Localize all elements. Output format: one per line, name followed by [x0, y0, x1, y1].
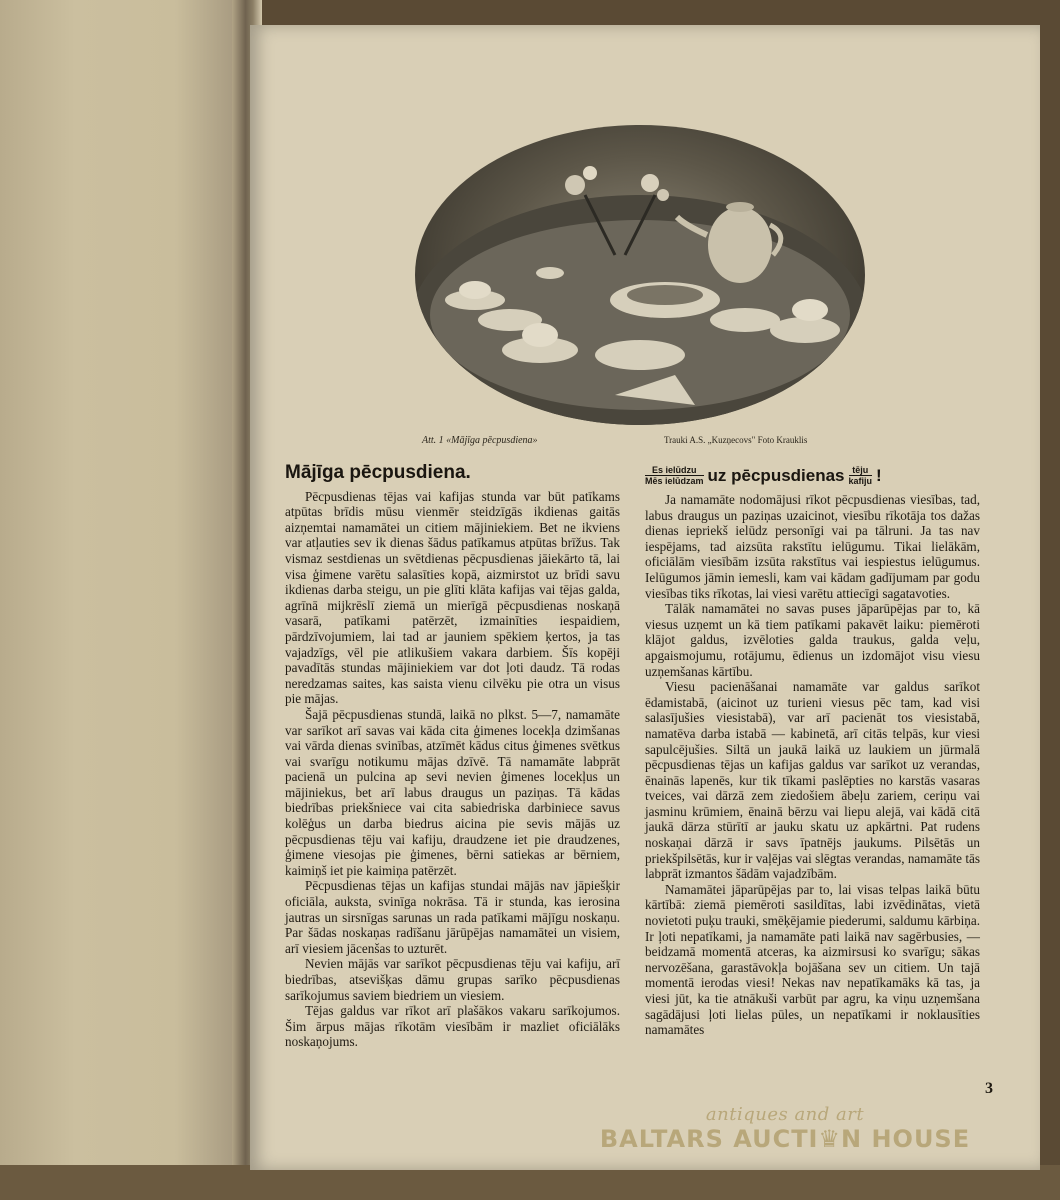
left-page	[0, 0, 250, 1200]
article-title: Mājīga pēcpusdiena.	[285, 462, 471, 483]
paragraph: Pēcpusdienas tējas vai kafijas stunda var būt patīkams atpūtas brīdis mūsu vienmēr steidzīgās ikdienas gaitās aizņemtai namamātei un citiem mājiniekiem. Bet ne ikviens var atļauties sev ik dienas šādus patīkamus atpūtas brīžus. Tak vismaz sestdienas un svētdienas pēcpusdienas jāiekārto tā, lai visa ģimene varētu salasīties kopā, aizmirstot uz brīdi savu ikdienas darba steigu, un pie glīti klāta kafijas vai tējas galda, agrīnā mijkrēslī ziemā un mierīgā pēcpusdienas noskaņā vasarā, patīkami patērzēt, izmainīties iespaidiem, pārdzīvojumiem, lai tad ar jauniem spēkiem ķertos, ja tas vajadzīgs, vēl pie atlikušiem vakara darbiem. Šīs kopēji pavadītās stundas mājiniekiem var dot ļoti daudz. Tā rodas neredzamas saites, kas saista vienu cilvēku pie otra un visus pie mājas.	[285, 488, 620, 707]
page-number: 3	[985, 1080, 993, 1097]
right-column	[645, 465, 980, 1038]
drink-fraction: $\frac{\text{tēju}}{\text{kafiju}}$	[848, 465, 873, 486]
table-surface	[0, 1165, 1060, 1200]
magazine-page	[250, 25, 1040, 1170]
paragraph: Namamātei jāparūpējas par to, lai visas telpas laikā būtu kārtībā: ziemā piemēroti sasildītas, labi izvēdinātas, vietā novietoti puķu trauki, smēķējamie piederumi, saldumu kārbiņa. Ir ļoti nepatīkami, ja namamāte pati laikā nav sagērbusies, — beidzamā momentā atceras, ka aizmirsusi ko svarīgu; sākas nervozēšana, garastāvokļa bojāšana sev un citiem. Un tajā momentā ierodas viesi! Nekas nav nepatīkamāks kā tas, ja viesi jūt, ka tie atnākuši varbūt par agru, ka viņu uzņemšana sagādājusi ļoti lielas pūles, un nepatīkami ir noklausīties namamātes	[645, 881, 980, 1038]
tea-table-photo	[415, 125, 865, 425]
section-title-text: uz pēcpusdienas	[707, 465, 845, 485]
paragraph: Tējas galdus var rīkot arī plašākos vakaru sarīkojumos. Šim ārpus mājas rīkotām viesībām ir mazliet oficiālāks noskaņojums.	[285, 1003, 620, 1050]
section-title-end: !	[876, 465, 882, 485]
paragraph: Tālāk namamātei no savas puses jāparūpējas par to, kā viesus uzņemt un kā tiem patīkami pakavēt laiku: piemēroti klājot galdus, izvēloties galda traukus, galda veļu, apgaismojumu, rotājumu, ēdienus un izdomājot visu viesu uzņemšanas kārtību.	[645, 601, 980, 679]
paragraph: Pēcpusdienas tējas un kafijas stundai mājās nav jāpiešķir oficiāla, auksta, svinīga nokrāsa. Tā ir stunda, kas ierosina jautras un sirsnīgas sarunas un rada patīkami mājīgu noskaņu. Par šādas noskaņas radīšanu jārūpējas namamātei un visiem, arī viesiem jācenšas to uzturēt.	[285, 878, 620, 956]
watermark-brand: BALTARS AUCTI♛N HOUSE	[599, 1125, 971, 1153]
paragraph: Nevien mājās var sarīkot pēcpusdienas tēju vai kafiju, arī biedrības, atsevišķas dāmu grupas sarīko pēcpusdienas sarīkojumus saviem biedriem un viesiem.	[285, 956, 620, 1003]
section-title	[645, 465, 980, 486]
paragraph: Šajā pēcpusdienas stundā, laikā no plkst. 5—7, namamāte var sarīkot arī savas vai kāda cita ģimenes locekļa dzimšanas vai vārda dienas svinības, atzīmēt kādus citus ģimenes svētkus vai svarīgu notikumu mājas dzīvē. Tā namamāte labprāt pacienā un pulcina ap sevi nevien ģimenes locekļus un mājiniekus, bet arī labus draugus un paziņas. Tā kādas biedrības priekšniece vai cita sabiedriska darbiniece savus kolēģus un darba biedrus aicina pie sevis mājās uz pēcpusdienas tēju vai kafiju, draudzene iet pie draudzenes, ģimene viesojas pie ģimenes, bērni satiekas ar bērniem, kaimiņš iet pie kaimiņa patērzēt.	[285, 706, 620, 878]
photo-credit: Trauki A.S. „Kuzņecovs" Foto Krauklis	[664, 435, 808, 445]
figure-caption: Att. 1 «Mājīga pēcpusdiena»	[422, 435, 538, 446]
crown-icon: ♛	[818, 1125, 842, 1153]
paragraph: Viesu pacienāšanai namamāte var galdus sarīkot ēdamistabā, (aicinot uz turieni viesus pēc tam, kad visi salasījušies viesistabā), var arī pacienāt tos viesistabā, namatēva darba istabā — kabinetā, arī citās telpās, kur viesi sapulcējušies. Siltā un jaukā laikā uz laukiem un jūrmalā pēcpusdienas tējas un kafijas galdus var sarīkot uz verandas, ēnainās lapenēs, kur tik tīkami paslēpties no karstās vasaras tveices, vai dārzā zem ziedošiem ābeļu zariem, ceriņu vai jasminu krūmiem, ēnainā bērzu vai liepu alejā, vai kādā citā jaukā dārza stūrītī ar jauku skatu uz apkārtni. Pat rudens noskaņai dārzā ir savs īpatnējs jaukums. Pilsētās un priekšpilsētās, kur ir vaļējas vai slēgtas verandas, namamāte tās labprāt izmantos šādām vajadzībām.	[645, 679, 980, 882]
watermark-tagline: antiques and art	[705, 1104, 865, 1125]
left-column	[285, 462, 620, 1050]
watermark	[575, 1104, 995, 1153]
paragraph: Ja namamāte nodomājusi rīkot pēcpusdienas viesības, tad, labus draugus un paziņas uzaicinot, viesību rīkotāja tos dažas dienas iepriekš ielūdz personīgi vai pa tālruni. Ja tas nav iespējams, tad aizsūta rakstītu ielūgumu. Tikai lielākām, oficiālām viesībām izsūta rakstītus vai iespiestus ielūgumus. Ielūgumos jāmin iemesli, kam vai kādam gadījumam par godu viesības tiks rīkotas, lai viesi varētu attiecīgi sagatavoties.	[645, 492, 980, 601]
invite-fraction: $\frac{\text{Es ielūdzu}}{\text{Mēs ielūdzam}}$	[645, 465, 704, 486]
